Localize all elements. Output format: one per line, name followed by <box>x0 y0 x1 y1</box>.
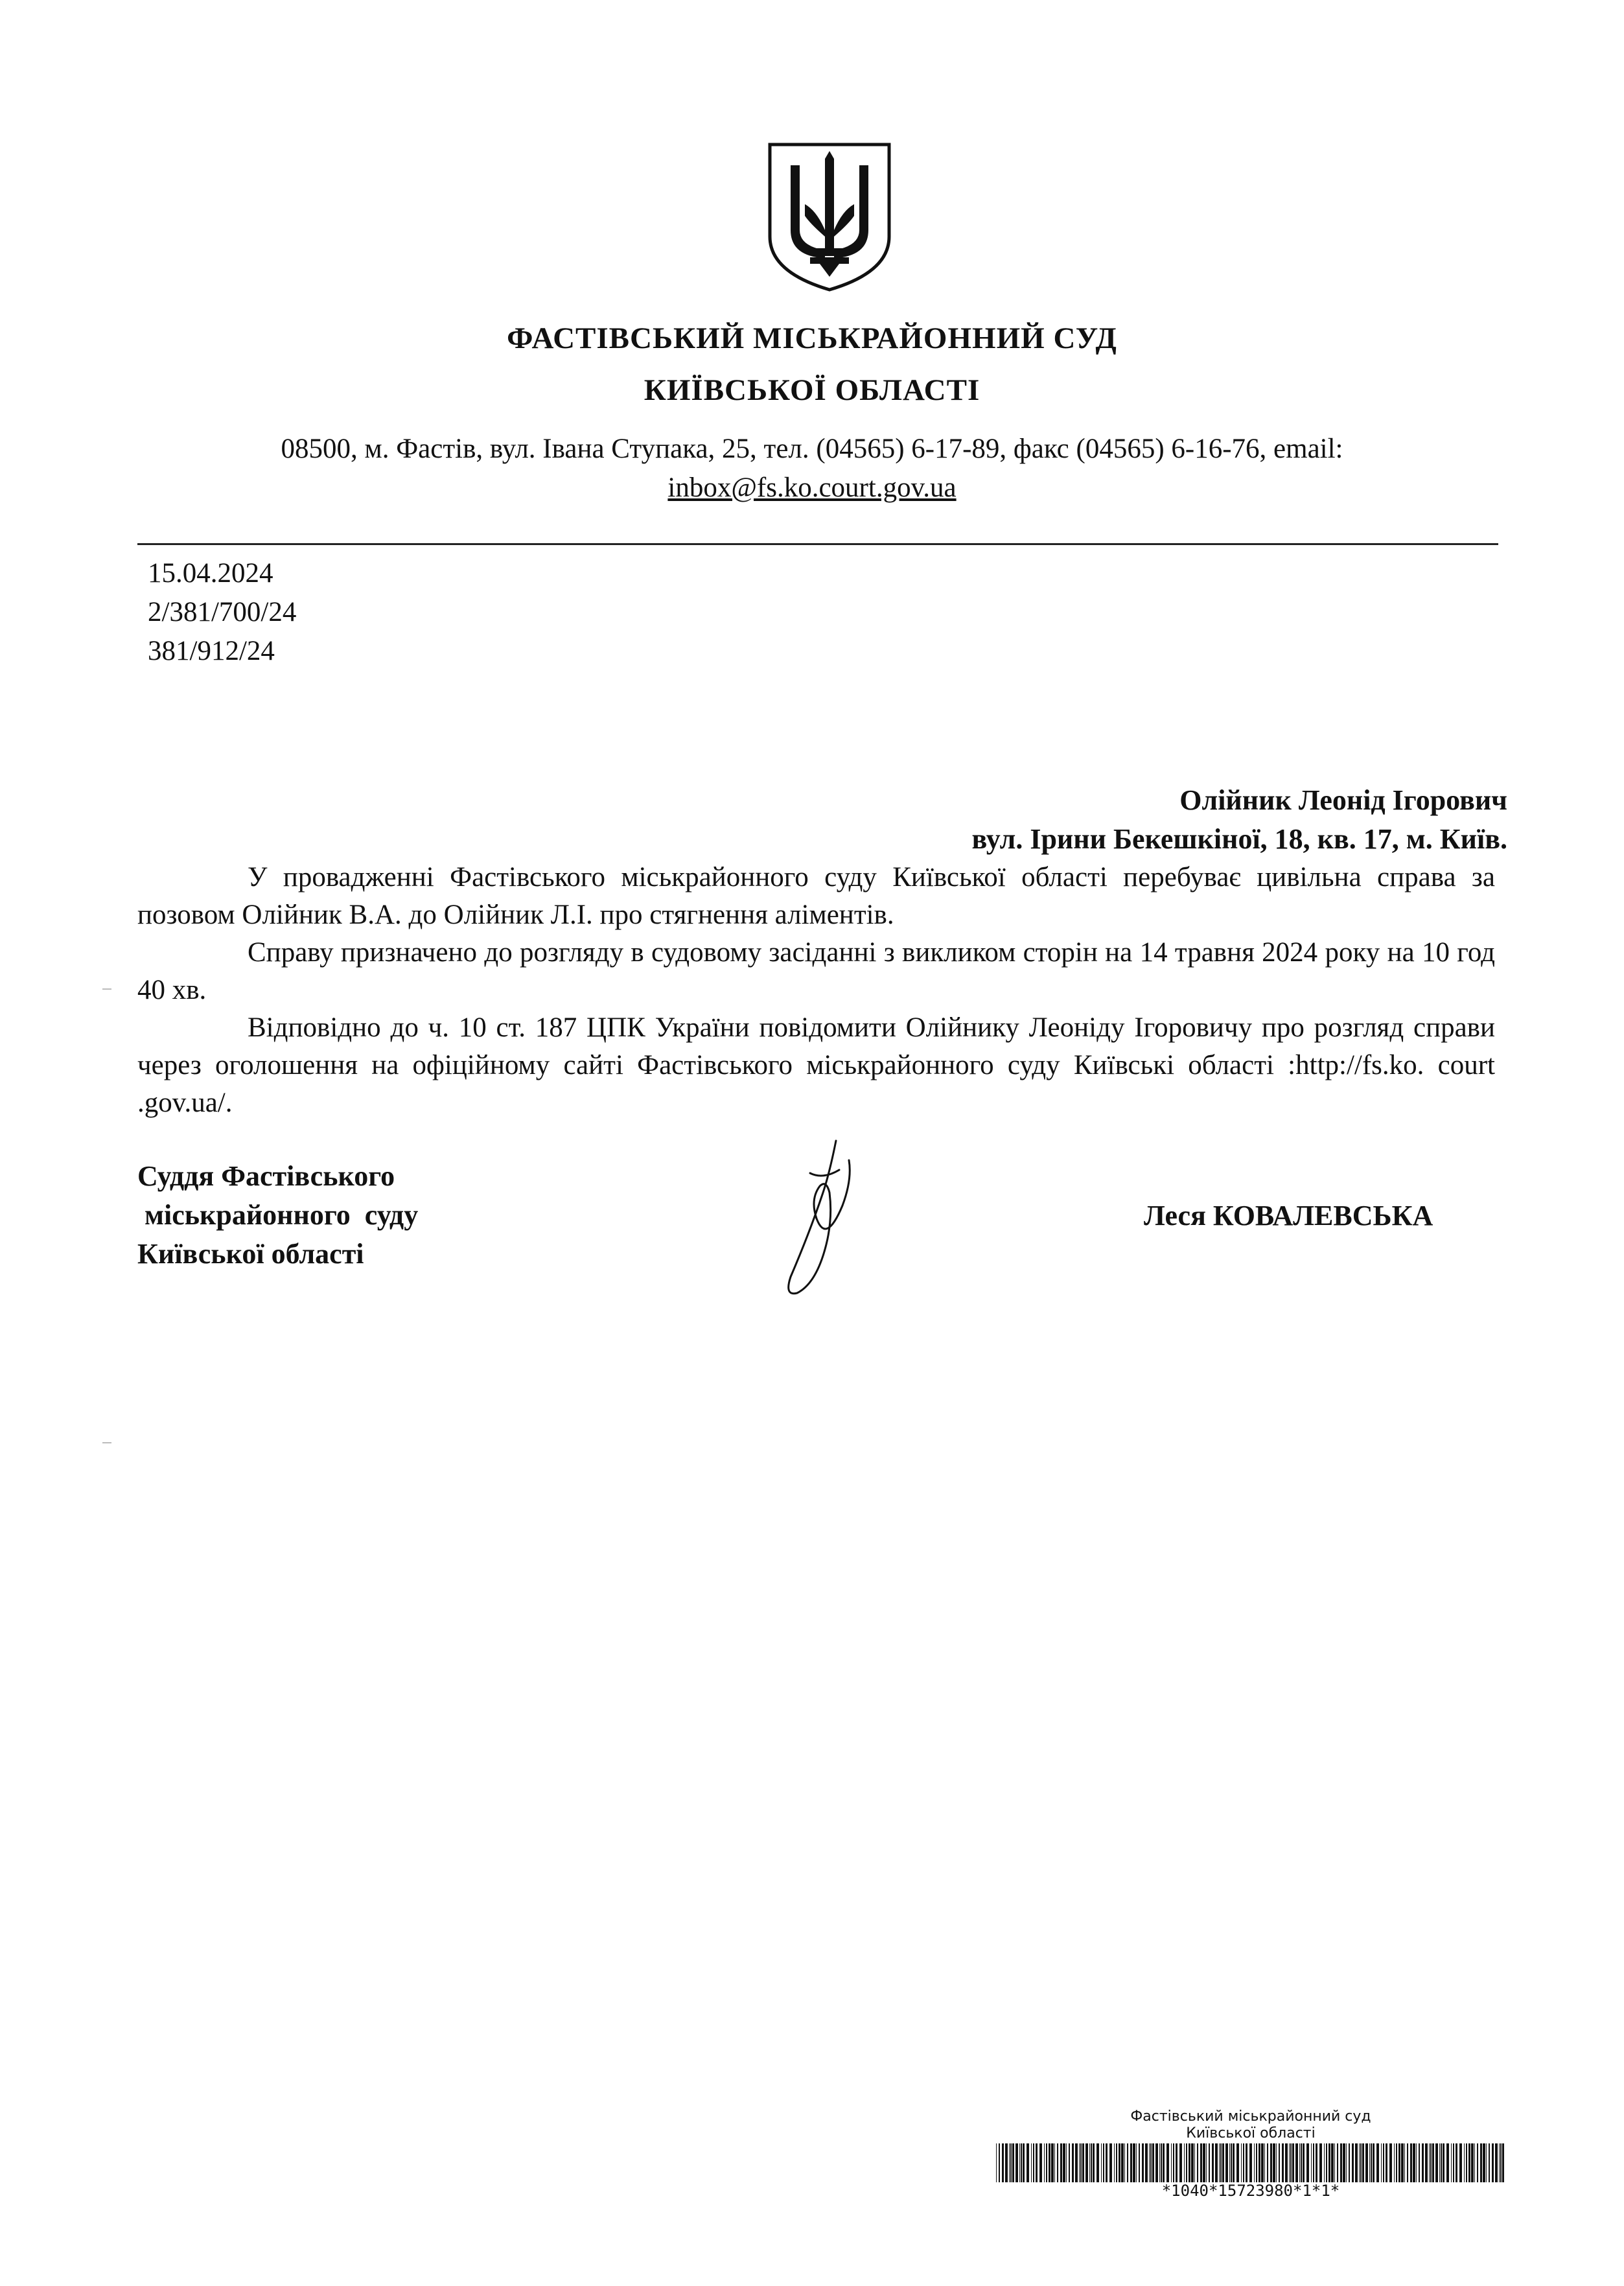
body-paragraph: Відповідно до ч. 10 ст. 187 ЦПК України повідомити Олійнику Леоніду Ігоровичу про розгляд справи через оголошення на офіційному сайті Фастівського міськрайонного суду Київські області :http://fs.ko. court .gov.ua/. <box>137 1012 1495 1118</box>
body-paragraph: Справу призначено до розгляду в судовому засіданні з викликом сторін на 14 травня 2024 року на 10 год 40 хв. <box>137 937 1495 1005</box>
court-name-line2: КИЇВСЬКОЇ ОБЛАСТІ <box>644 373 980 407</box>
judge-name: Леся КОВАЛЕВСЬКА <box>1144 1200 1433 1231</box>
registration-stamp <box>992 2108 1510 2199</box>
barcode-icon <box>995 2143 1507 2182</box>
case-number: 2/381/700/24 <box>148 597 297 627</box>
recipient-block <box>971 781 1507 859</box>
proceeding-number: 381/912/24 <box>148 636 275 666</box>
judge-title-line: міськрайонного суду <box>137 1199 419 1231</box>
letter-meta <box>148 554 296 671</box>
stamp-region: Київської області <box>1186 2125 1316 2141</box>
judge-title <box>137 1157 418 1274</box>
stamp-court-name: Фастівський міськрайонний суд <box>1130 2108 1371 2125</box>
letter-date: 15.04.2024 <box>148 558 273 589</box>
trident-coat-of-arms-icon <box>765 139 894 295</box>
recipient-address: вул. Ірини Бекешкіної, 18, кв. 17, м. Київ. <box>971 823 1507 855</box>
handwritten-signature <box>765 1134 868 1303</box>
court-email-link[interactable]: inbox@fs.ko.court.gov.ua <box>667 472 957 503</box>
header-divider <box>137 543 1498 545</box>
court-name-line1: ФАСТІВСЬКИЙ МІСЬКРАЙОННИЙ СУД <box>507 321 1117 355</box>
recipient-name: Олійник Леонід Ігорович <box>1179 784 1507 816</box>
letter-body <box>137 859 1495 1122</box>
judge-title-line: Київської області <box>137 1238 364 1270</box>
scan-edge-mark <box>102 1442 111 1443</box>
scan-edge-mark <box>102 988 111 990</box>
court-address: 08500, м. Фастів, вул. Івана Ступака, 25, тел. (04565) 6-17-89, факс (04565) 6-16-76, email: <box>281 434 1343 464</box>
body-paragraph: У провадженні Фастівського міськрайонного суду Київської області перебуває цивільна справа за позовом Олійник В.А. до Олійник Л.І. про стягнення аліментів. <box>137 862 1495 930</box>
barcode-number: *1040*15723980*1*1* <box>1161 2182 1340 2200</box>
judge-title-line: Суддя Фастівського <box>137 1160 395 1192</box>
